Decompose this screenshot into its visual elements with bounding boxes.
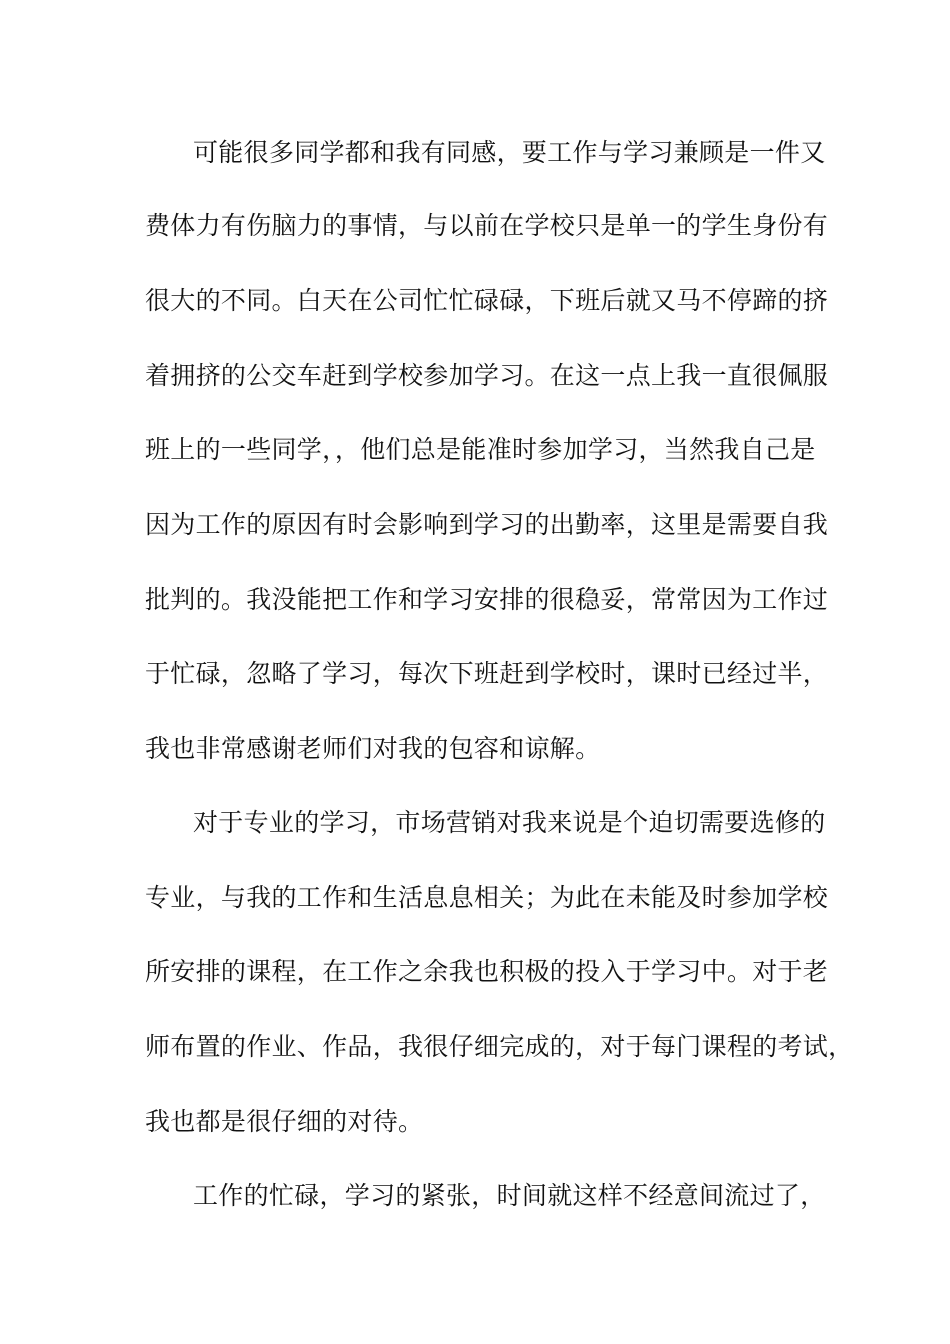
- paragraph-2-line-3: 所安排的课程，在工作之余我也积极的投入于学习中。对于老: [145, 957, 829, 986]
- paragraph-1-line-9: 我也非常感谢老师们对我的包容和谅解。: [145, 734, 601, 763]
- paragraph-1-line-5: 班上的一些同学，，他们总是能准时参加学习，当然我自己是: [145, 435, 816, 464]
- paragraph-1-line-4: 着拥挤的公交车赶到学校参加学习。在这一点上我一直很佩服: [145, 361, 829, 390]
- paragraph-2-line-4: 师布置的作业、作品，我很仔细完成的，对于每门课程的考试，: [145, 1032, 854, 1061]
- paragraph-1-line-6: 因为工作的原因有时会影响到学习的出勤率，这里是需要自我: [145, 510, 829, 539]
- paragraph-2-line-5: 我也都是很仔细的对待。: [145, 1107, 424, 1136]
- paragraph-3-line-1: 工作的忙碌，学习的紧张，时间就这样不经意间流过了，: [193, 1181, 826, 1210]
- paragraph-2-line-1: 对于专业的学习，市场营销对我来说是个迫切需要选修的: [193, 808, 826, 837]
- paragraph-1-line-7: 批判的。我没能把工作和学习安排的很稳妥，常常因为工作过: [145, 585, 829, 614]
- paragraph-1-line-2: 费体力有伤脑力的事情，与以前在学校只是单一的学生身份有: [145, 211, 829, 240]
- paragraph-2-line-2: 专业，与我的工作和生活息息相关；为此在未能及时参加学校: [145, 883, 829, 912]
- paragraph-1-line-8: 于忙碌，忽略了学习，每次下班赶到学校时，课时已经过半，: [145, 659, 829, 688]
- paragraph-1-line-1: 可能很多同学都和我有同感，要工作与学习兼顾是一件又: [193, 138, 826, 167]
- paragraph-1-line-3: 很大的不同。白天在公司忙忙碌碌，下班后就又马不停蹄的挤: [145, 286, 829, 315]
